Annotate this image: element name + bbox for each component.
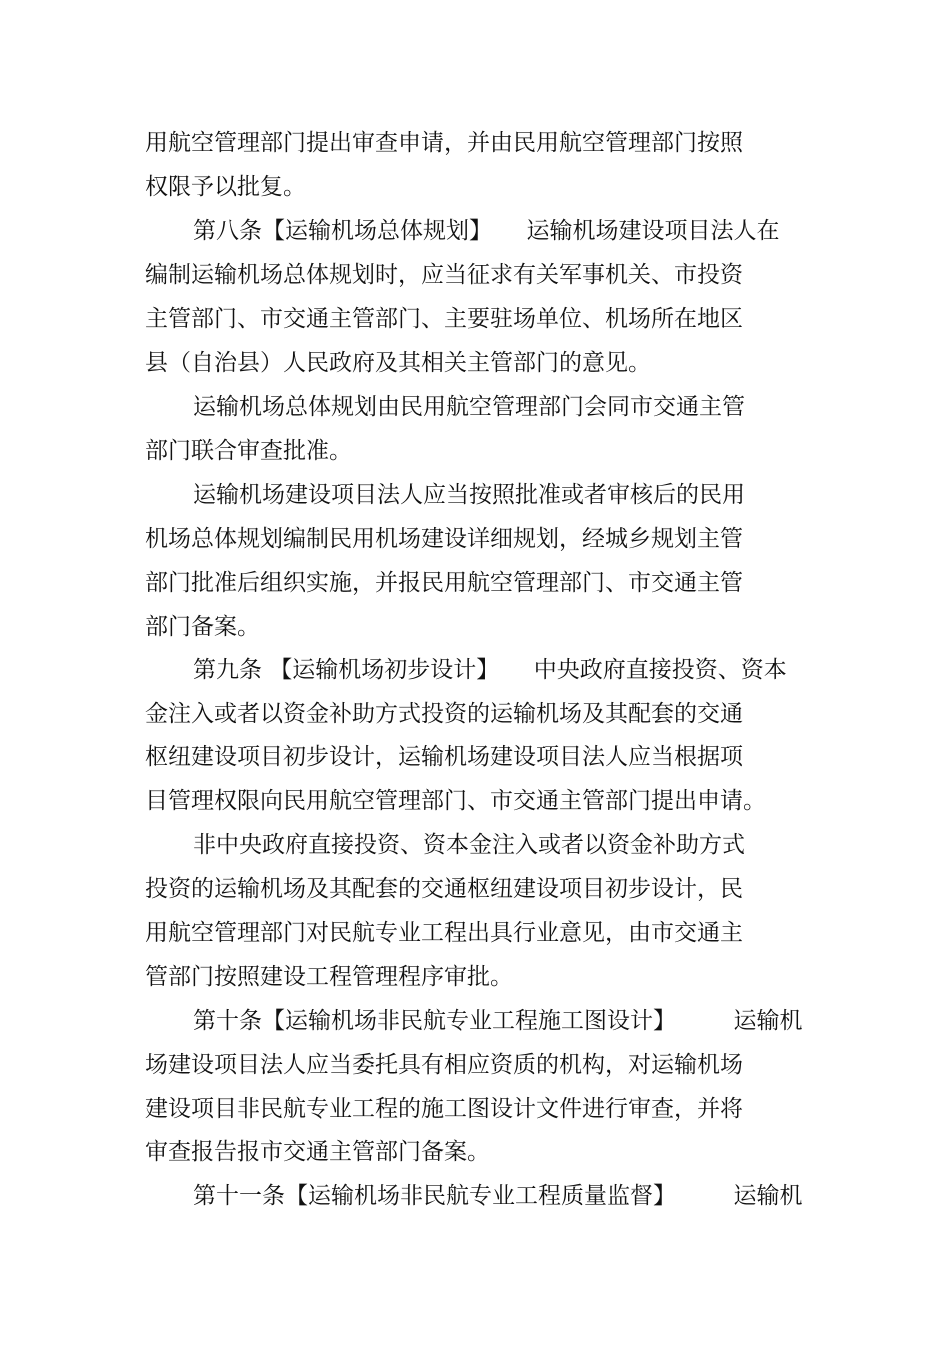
article-8-heading-line: 第八条【运输机场总体规划】 运输机场建设项目法人在 [193, 218, 780, 244]
text-line: 金注入或者以资金补助方式投资的运输机场及其配套的交通 [145, 701, 743, 727]
paragraph-start-line: 非中央政府直接投资、资本金注入或者以资金补助方式 [193, 832, 745, 858]
text-line: 用航空管理部门提出审查申请，并由民用航空管理部门按照 [145, 130, 743, 156]
article-9-heading-line: 第九条 【运输机场初步设计】 中央政府直接投资、资本 [193, 657, 787, 683]
text-line: 用航空管理部门对民航专业工程出具行业意见，由市交通主 [145, 920, 743, 946]
text-line: 管部门按照建设工程管理程序审批。 [145, 964, 513, 990]
paragraph-start-line: 运输机场总体规划由民用航空管理部门会同市交通主管 [193, 394, 745, 420]
text-line: 权限予以批复。 [145, 174, 306, 200]
article-10-heading-line: 第十条【运输机场非民航专业工程施工图设计】 运输机 [193, 1008, 803, 1034]
text-line: 建设项目非民航专业工程的施工图设计文件进行审查，并将 [145, 1096, 743, 1122]
text-line: 投资的运输机场及其配套的交通枢纽建设项目初步设计，民 [145, 876, 743, 902]
text-line: 枢纽建设项目初步设计，运输机场建设项目法人应当根据项 [145, 744, 743, 770]
text-line: 部门批准后组织实施，并报民用航空管理部门、市交通主管 [145, 570, 743, 596]
text-line: 场建设项目法人应当委托具有相应资质的机构，对运输机场 [145, 1052, 743, 1078]
text-line: 县（自治县）人民政府及其相关主管部门的意见。 [145, 350, 651, 376]
text-line: 部门联合审查批准。 [145, 438, 352, 464]
text-line: 机场总体规划编制民用机场建设详细规划，经城乡规划主管 [145, 526, 743, 552]
text-line: 编制运输机场总体规划时，应当征求有关军事机关、市投资 [145, 262, 743, 288]
paragraph-start-line: 运输机场建设项目法人应当按照批准或者审核后的民用 [193, 482, 745, 508]
text-line: 目管理权限向民用航空管理部门、市交通主管部门提出申请。 [145, 788, 766, 814]
text-line: 主管部门、市交通主管部门、主要驻场单位、机场所在地区 [145, 306, 743, 332]
article-11-heading-line: 第十一条【运输机场非民航专业工程质量监督】 运输机 [193, 1183, 803, 1209]
text-line: 审查报告报市交通主管部门备案。 [145, 1139, 490, 1165]
text-line: 部门备案。 [145, 614, 260, 640]
